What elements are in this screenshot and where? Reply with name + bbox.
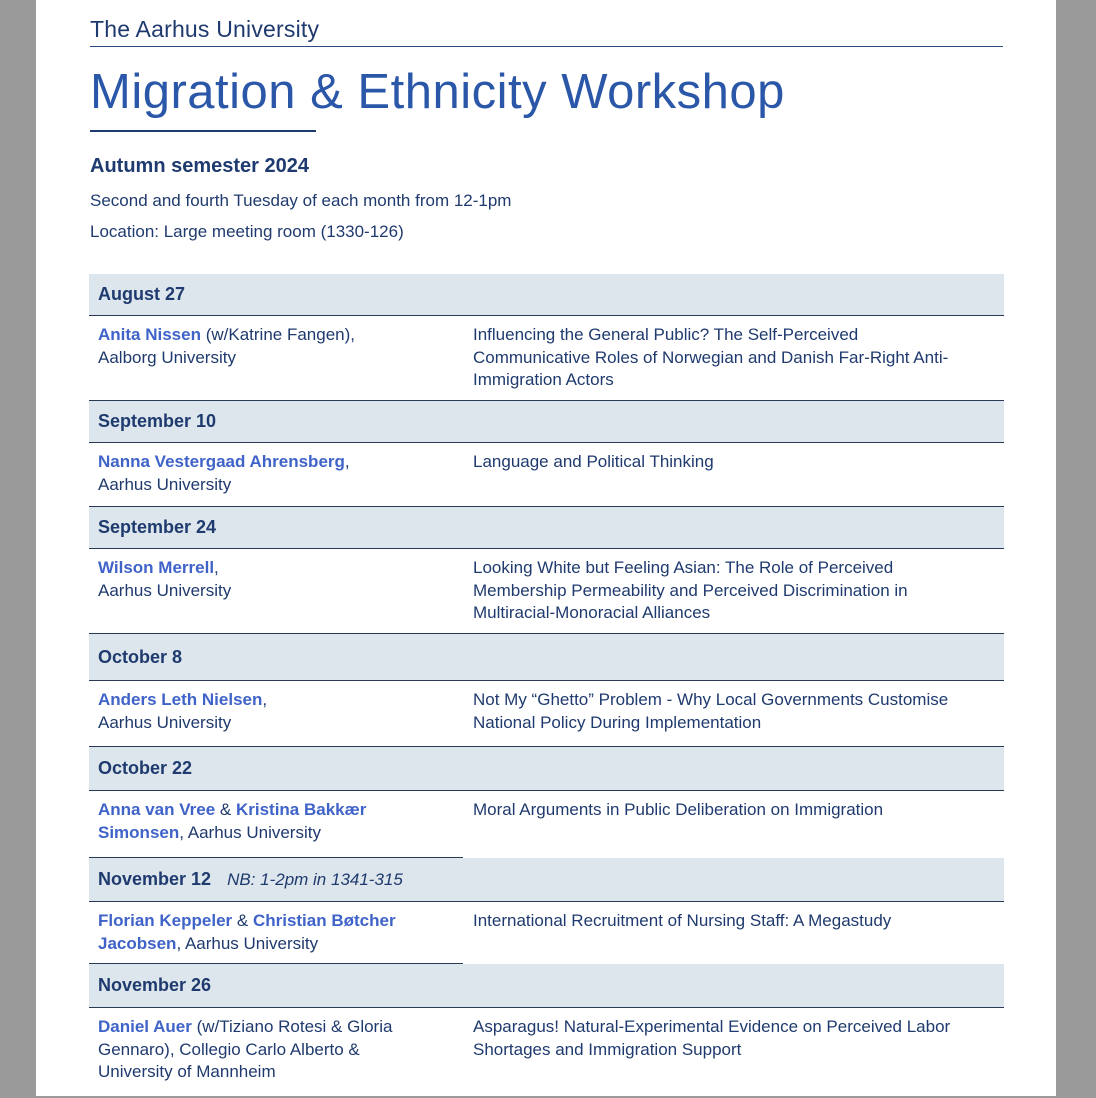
session-date: September 24 xyxy=(98,517,217,537)
schedule-table xyxy=(89,274,1004,1098)
date-row xyxy=(89,858,1004,902)
session-date: October 8 xyxy=(98,646,183,667)
speaker-amp: & xyxy=(232,911,253,930)
date-row xyxy=(89,401,1004,443)
location-info: Location: Large meeting room (1330-126) xyxy=(90,222,404,241)
speaker-extra: , xyxy=(214,558,219,577)
speaker-cell xyxy=(98,451,418,496)
date-row xyxy=(89,747,1004,791)
talk-row xyxy=(89,681,1004,747)
speaker-affiliation: (w/Tiziano Rotesi & Gloria Gennaro), Collegio Carlo Alberto & University of Mannheim xyxy=(98,1017,393,1081)
speaker-name[interactable]: Florian Keppeler xyxy=(98,911,233,930)
session-date: November 26 xyxy=(98,975,212,995)
speaker-cell xyxy=(98,799,418,844)
date-row xyxy=(89,964,1004,1008)
speaker-cell xyxy=(98,324,418,369)
session-date: August 27 xyxy=(98,284,186,304)
session-date: September 10 xyxy=(98,411,217,431)
speaker-extra: (w/Katrine Fangen), xyxy=(200,325,355,344)
speaker-name[interactable]: Kristina Bakkær Simonsen xyxy=(98,800,367,842)
talk-title: Not My “Ghetto” Problem - Why Local Governments Customise National Policy During Implementation xyxy=(473,690,949,732)
speaker-affiliation: Aarhus University xyxy=(98,712,232,732)
talk-title: Moral Arguments in Public Deliberation on Immigration xyxy=(473,800,884,819)
speaker-name[interactable]: Anders Leth Nielsen xyxy=(98,690,263,709)
schedule-info: Second and fourth Tuesday of each month from 12-1pm xyxy=(90,191,512,210)
session-note: NB: 1-2pm in 1341-315 xyxy=(227,869,403,889)
speaker-affiliation: Aalborg University xyxy=(98,347,236,367)
speaker-name[interactable]: Anna van Vree xyxy=(98,800,216,819)
speaker-affiliation: , Aarhus University xyxy=(179,822,321,842)
header-divider xyxy=(90,46,1003,47)
talk-title: Influencing the General Public? The Self-Perceived Communicative Roles of Norwegian and Danish Far-Right Anti-Immigration Actors xyxy=(473,325,949,389)
talk-title: Asparagus! Natural-Experimental Evidence on Perceived Labor Shortages and Immigration Support xyxy=(473,1017,951,1059)
speaker-cell xyxy=(98,557,418,602)
date-row xyxy=(89,634,1004,681)
talk-title: Language and Political Thinking xyxy=(473,452,714,471)
talk-row xyxy=(89,316,1004,401)
talk-title: International Recruitment of Nursing Staff: A Megastudy xyxy=(473,911,892,930)
talk-title: Looking White but Feeling Asian: The Role of Perceived Membership Permeability and Perceived Discrimination in Multiracial-Monoracial Alliances xyxy=(473,558,908,622)
page-title: Migration & Ethnicity Workshop xyxy=(90,65,785,119)
date-row xyxy=(89,274,1004,316)
speaker-name[interactable]: Daniel Auer xyxy=(98,1017,192,1036)
speaker-affiliation: Aarhus University xyxy=(98,474,232,494)
speaker-name[interactable]: Wilson Merrell xyxy=(98,558,215,577)
speaker-affiliation: , Aarhus University xyxy=(176,933,319,953)
talk-row xyxy=(89,791,1004,858)
speaker-amp: & xyxy=(215,800,236,819)
talk-row xyxy=(89,902,1004,964)
speaker-cell xyxy=(98,910,418,955)
date-row xyxy=(89,507,1004,549)
university-name: The Aarhus University xyxy=(90,16,320,42)
speaker-cell xyxy=(98,689,418,734)
speaker-extra: , xyxy=(344,452,350,471)
semester-heading: Autumn semester 2024 xyxy=(90,155,309,177)
talk-row xyxy=(89,1008,1004,1098)
speaker-name[interactable]: Nanna Vestergaad Ahrensberg xyxy=(98,452,345,471)
speaker-name[interactable]: Anita Nissen xyxy=(98,325,201,344)
speaker-extra: , xyxy=(262,690,268,709)
speaker-name[interactable]: Christian Bøtcher Jacobsen xyxy=(98,911,396,953)
session-date: October 22 xyxy=(98,758,193,778)
talk-row xyxy=(89,549,1004,634)
speaker-cell xyxy=(98,1016,418,1084)
talk-row xyxy=(89,443,1004,507)
document-page xyxy=(36,0,1056,1096)
session-date: November 12 xyxy=(98,869,212,889)
speaker-affiliation: Aarhus University xyxy=(98,580,232,600)
title-underline xyxy=(90,130,316,132)
